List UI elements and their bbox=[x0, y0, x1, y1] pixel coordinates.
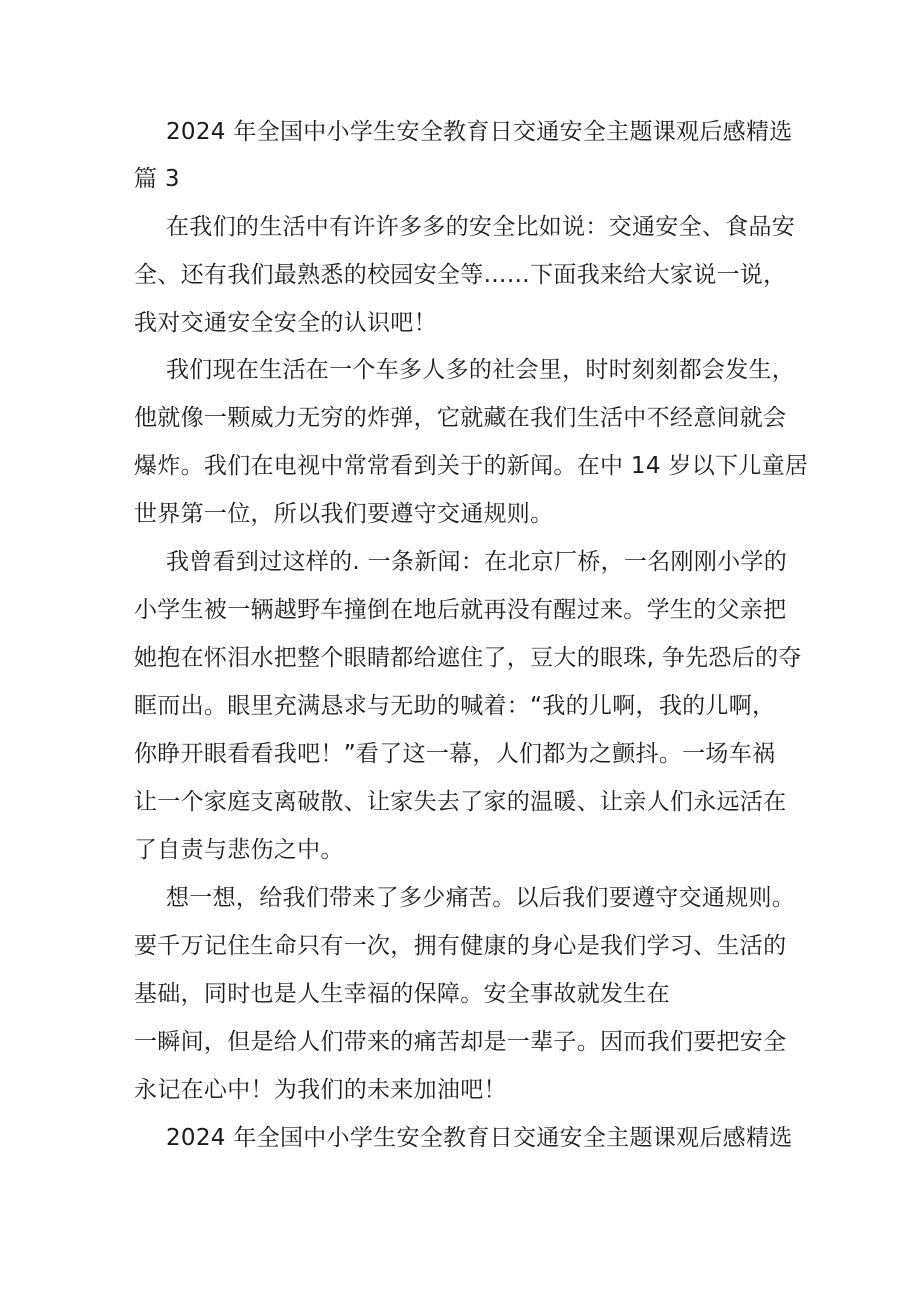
paragraph-4-line: 想一想，给我们带来了多少痛苦。以后我们要遵守交通规则。 bbox=[166, 885, 796, 911]
paragraph-1-line: 在我们的生活中有许许多多的安全比如说：交通安全、食品安 bbox=[166, 214, 796, 240]
document-title-line-2: 篇 3 bbox=[134, 166, 180, 192]
paragraph-4-line: 永记在心中！为我们的未来加油吧！ bbox=[134, 1077, 507, 1103]
paragraph-2-line: 世界第一位，所以我们要遵守交通规则。 bbox=[134, 501, 554, 527]
paragraph-3-line: 了自责与悲伤之中。 bbox=[134, 837, 344, 863]
paragraph-3-line: 小学生被一辆越野车撞倒在地后就再没有醒过来。学生的父亲把 bbox=[134, 597, 787, 623]
paragraph-2-line: 他就像一颗威力无穷的炸弹，它就藏在我们生活中不经意间就会 bbox=[134, 405, 787, 431]
paragraph-3-line: 眶而出。眼里充满恳求与无助的喊着：“我的儿啊，我的儿啊， bbox=[134, 693, 776, 719]
document-title-2-line-1: 2024 年全国中小学生安全教育日交通安全主题课观后感精选 bbox=[166, 1125, 793, 1151]
paragraph-3-line: 你睁开眼看看我吧！”看了这一幕，人们都为之颤抖。一场车祸 bbox=[134, 741, 776, 767]
paragraph-4-line: 一瞬间，但是给人们带来的痛苦却是一辈子。因而我们要把安全 bbox=[134, 1029, 787, 1055]
paragraph-2-line: 爆炸。我们在电视中常常看到关于的新闻。在中 14 岁以下儿童居 bbox=[134, 453, 809, 479]
paragraph-3-line: 让一个家庭支离破散、让家失去了家的温暖、让亲人们永远活在 bbox=[134, 789, 787, 815]
document-title-line-1: 2024 年全国中小学生安全教育日交通安全主题课观后感精选 bbox=[166, 119, 793, 145]
paragraph-1-line: 我对交通安全安全的认识吧！ bbox=[134, 310, 437, 336]
paragraph-4-line: 要千万记住生命只有一次，拥有健康的身心是我们学习、生活的 bbox=[134, 933, 787, 959]
paragraph-4-line: 基础，同时也是人生幸福的保障。安全事故就发生在 bbox=[134, 981, 670, 1007]
paragraph-1-line: 全、还有我们最熟悉的校园安全等……下面我来给大家说一说， bbox=[134, 262, 787, 288]
paragraph-3-line: 她抱在怀泪水把整个眼睛都给遮住了，豆大的眼珠, 争先恐后的夺 bbox=[134, 645, 802, 671]
paragraph-2-line: 我们现在生活在一个车多人多的社会里，时时刻刻都会发生， bbox=[166, 357, 796, 383]
paragraph-3-line: 我曾看到过这样的. 一条新闻：在北京厂桥，一名刚刚小学的 bbox=[166, 549, 788, 575]
